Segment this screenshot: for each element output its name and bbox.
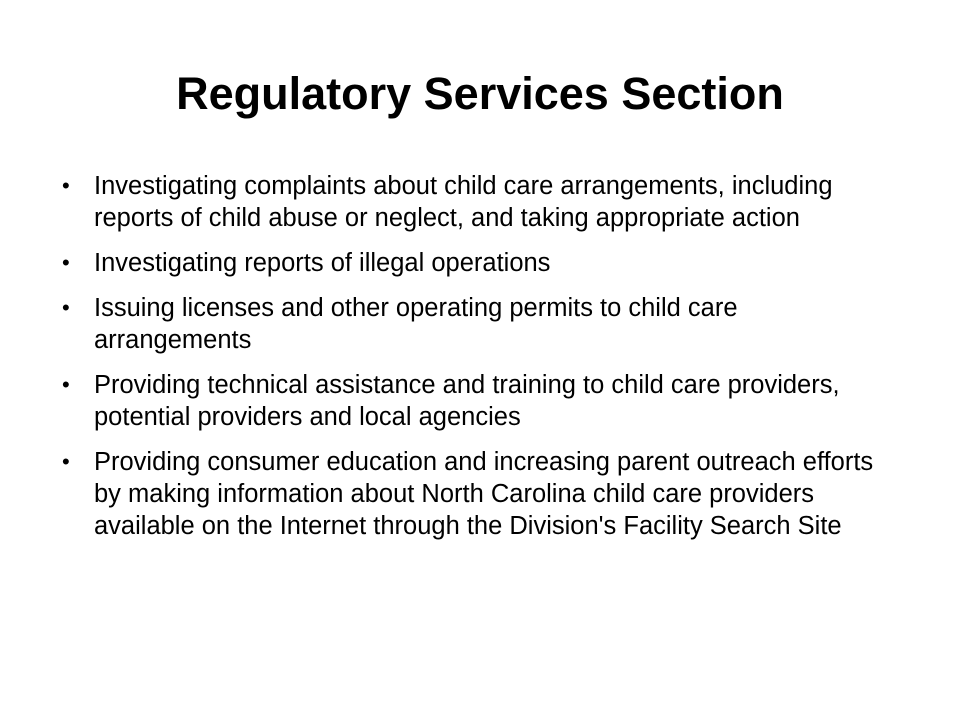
bullet-item: [60, 170, 890, 234]
bullet-icon: •: [62, 372, 70, 397]
slide-title: Regulatory Services Section: [176, 68, 784, 119]
bullet-list: [60, 170, 890, 555]
bullet-icon: •: [62, 449, 70, 474]
bullet-item: [60, 247, 890, 279]
bullet-item: [60, 369, 890, 433]
bullet-text: Providing consumer education and increasing parent outreach efforts by making information about North Carolina child care providers available on the Internet through the Division's Facility Search Site: [94, 448, 874, 540]
bullet-icon: •: [62, 250, 70, 275]
bullet-text: Providing technical assistance and training to child care providers, potential providers and local agencies: [94, 371, 840, 431]
bullet-item: [60, 292, 890, 356]
bullet-text: Investigating complaints about child care arrangements, including reports of child abuse or neglect, and taking appropriate action: [94, 172, 833, 232]
bullet-icon: •: [62, 173, 70, 198]
bullet-text: Investigating reports of illegal operations: [94, 249, 551, 277]
bullet-icon: •: [62, 295, 70, 320]
bullet-item: [60, 446, 890, 542]
bullet-text: Issuing licenses and other operating permits to child care arrangements: [94, 294, 738, 354]
